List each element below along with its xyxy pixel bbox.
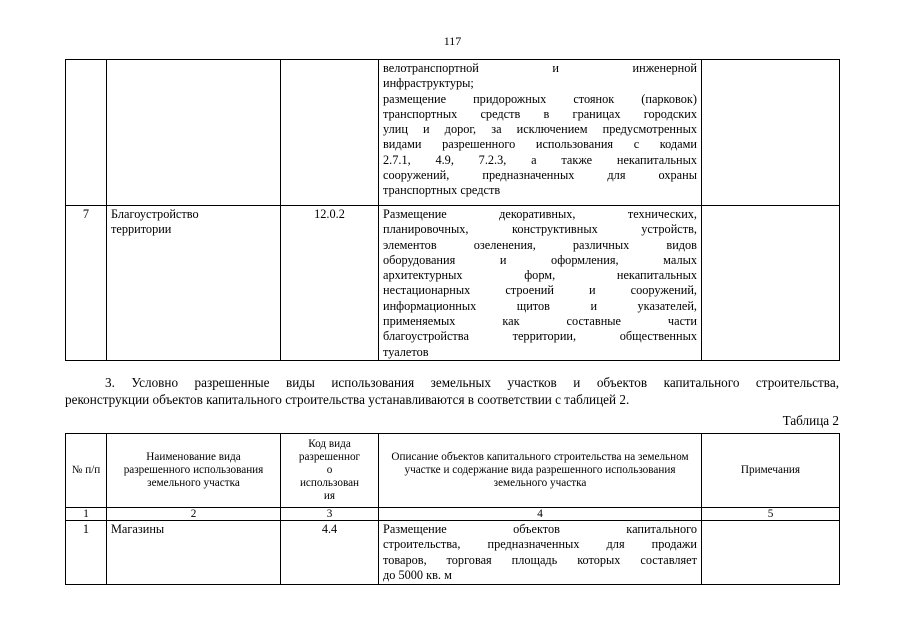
description-line: 2.7.1, 4.9, 7.2.3, а также некапитальных bbox=[383, 152, 697, 167]
header-num: № п/п bbox=[66, 434, 107, 508]
description-line: применяемых как составные части bbox=[383, 314, 697, 329]
cell-notes bbox=[702, 60, 840, 206]
description-line: Размещение объектов капитального bbox=[383, 522, 697, 536]
cell-description bbox=[379, 206, 702, 361]
description-line: строительства, предназначенных для продажи bbox=[383, 537, 697, 552]
cell-description bbox=[379, 521, 702, 585]
description-line: Размещение декоративных, технических, bbox=[383, 207, 697, 221]
header-code-line: использован bbox=[299, 477, 360, 489]
description-line: сооружений, предназначенных для охраны bbox=[383, 168, 697, 183]
cell-code bbox=[281, 60, 379, 206]
header-code-line: разрешенног bbox=[298, 451, 361, 463]
cell-num: 7 bbox=[66, 206, 107, 361]
column-number: 2 bbox=[107, 508, 281, 521]
header-code-line: о bbox=[326, 464, 333, 476]
column-number: 3 bbox=[281, 508, 379, 521]
cell-name: Магазины bbox=[107, 521, 281, 585]
cell-code: 12.0.2 bbox=[281, 206, 379, 361]
description-line: архитектурных форм, некапитальных bbox=[383, 268, 697, 283]
column-number: 1 bbox=[66, 508, 107, 521]
description-line: велотранспортной и инженерной bbox=[383, 61, 697, 75]
cell-description bbox=[379, 60, 702, 206]
description-line: туалетов bbox=[383, 344, 429, 359]
column-number-row bbox=[66, 508, 840, 521]
cell-name bbox=[107, 60, 281, 206]
name-line: территории bbox=[111, 222, 172, 237]
column-number: 5 bbox=[702, 508, 840, 521]
description-line: до 5000 кв. м bbox=[383, 567, 452, 582]
page-number: 117 bbox=[443, 34, 462, 48]
table-caption: Таблица 2 bbox=[782, 413, 839, 428]
description-line: видами разрешенного использования с кодами bbox=[383, 137, 697, 152]
description-line: элементов озеленения, различных видов bbox=[383, 237, 697, 252]
table-row bbox=[66, 60, 840, 206]
description-line: благоустройства территории, общественных bbox=[383, 329, 697, 344]
table-header-row bbox=[66, 434, 840, 508]
header-description: Описание объектов капитального строительства на земельном участке и содержание вида разрешенного использования земельного участка bbox=[379, 434, 702, 508]
cell-num: 1 bbox=[66, 521, 107, 585]
description-line: транспортных средств bbox=[383, 183, 501, 198]
paragraph-3 bbox=[65, 374, 839, 408]
cell-notes bbox=[702, 206, 840, 361]
header-name: Наименование вида разрешенного использования земельного участка bbox=[107, 434, 281, 508]
land-use-table-continued bbox=[65, 59, 840, 361]
cell-notes bbox=[702, 521, 840, 585]
description-line: планировочных, конструктивных устройств, bbox=[383, 222, 697, 237]
name-line: Благоустройство bbox=[111, 207, 199, 221]
description-line: улиц и дорог, за исключением предусмотренных bbox=[383, 122, 697, 137]
paragraph-line: реконструкции объектов капитального строительства устанавливаются в соответствии с таблицей 2. bbox=[65, 392, 630, 407]
header-notes: Примечания bbox=[702, 434, 840, 508]
description-line: размещение придорожных стоянок (парковок) bbox=[383, 91, 697, 106]
cell-num bbox=[66, 60, 107, 206]
description-line: оборудования и оформления, малых bbox=[383, 252, 697, 267]
description-line: информационных щитов и указателей, bbox=[383, 298, 697, 313]
cell-name bbox=[107, 206, 281, 361]
description-line: инфраструктуры; bbox=[383, 76, 474, 91]
paragraph-line: 3. Условно разрешенные виды использования земельных участков и объектов капитального строительства, bbox=[105, 375, 839, 390]
header-code bbox=[281, 434, 379, 508]
description-line: нестационарных строений и сооружений, bbox=[383, 283, 697, 298]
column-number: 4 bbox=[379, 508, 702, 521]
description-line: транспортных средств в границах городских bbox=[383, 106, 697, 121]
conditional-land-use-table bbox=[65, 433, 840, 585]
cell-code: 4.4 bbox=[281, 521, 379, 585]
header-code-line: Код вида bbox=[308, 438, 351, 450]
table-row bbox=[66, 521, 840, 585]
table-row bbox=[66, 206, 840, 361]
description-line: товаров, торговая площадь которых составляет bbox=[383, 552, 697, 567]
header-code-line: ия bbox=[323, 490, 336, 502]
